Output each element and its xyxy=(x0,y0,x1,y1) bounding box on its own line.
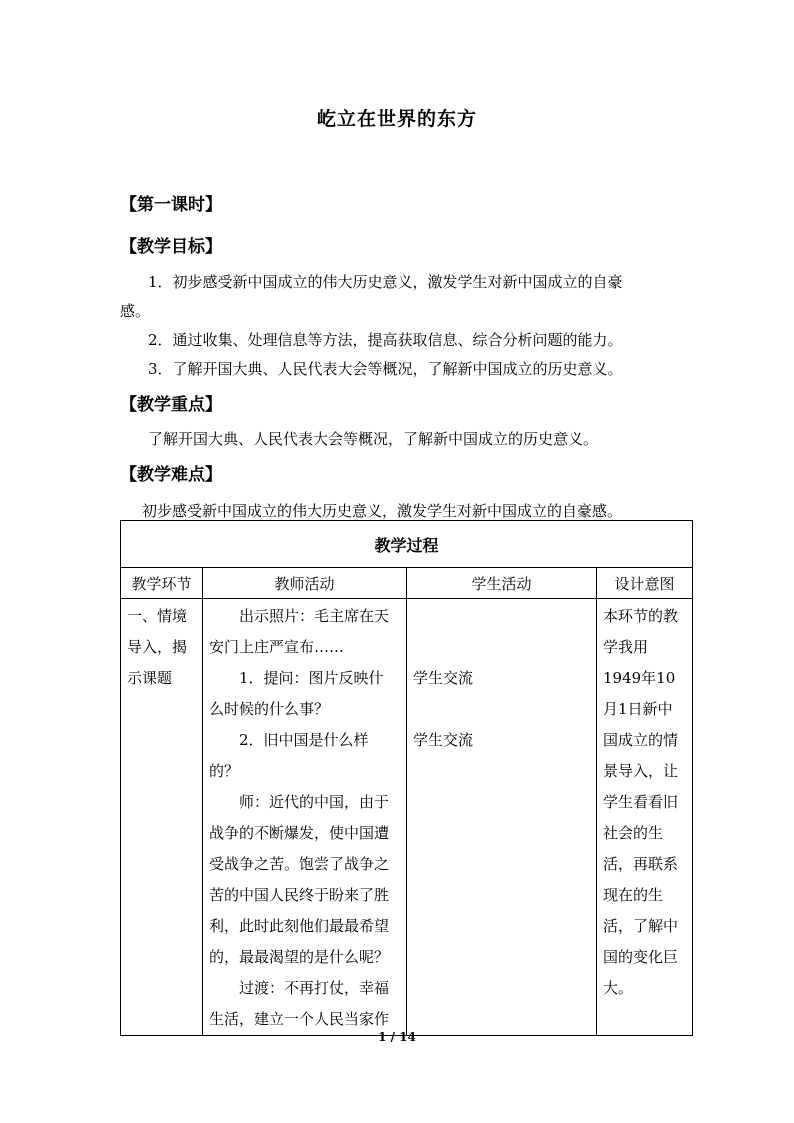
design-line: 活，了解中 xyxy=(603,917,679,935)
student-line xyxy=(413,632,590,663)
header-student: 学生活动 xyxy=(407,568,597,599)
teacher-line: 的，最最渴望的是什么呢？ xyxy=(209,948,390,966)
teacher-line: 师：近代的中国，由于 xyxy=(239,793,390,811)
teacher-line: 利，此时此刻他们最最希望 xyxy=(209,917,390,935)
lesson-heading: 【第一课时】 xyxy=(120,195,222,215)
student-line xyxy=(413,694,590,725)
table-row xyxy=(121,599,693,1036)
teacher-line: 出示照片：毛主席在天 xyxy=(239,607,390,625)
student-line: 学生交流 xyxy=(413,669,474,687)
design-cell xyxy=(597,599,693,1036)
design-line: 活，再联系 xyxy=(603,855,679,873)
difficulty-text: 初步感受新中国成立的伟大历史意义，激发学生对新中国成立的自豪感。 xyxy=(142,502,623,520)
design-line: 学生看看旧 xyxy=(603,793,679,811)
teacher-line: 的？ xyxy=(209,762,240,780)
process-table xyxy=(120,520,693,1036)
stage-line: 示课题 xyxy=(127,669,173,687)
design-line: 景导入，让 xyxy=(603,762,679,780)
design-line: 国成立的情 xyxy=(603,731,679,749)
header-design: 设计意图 xyxy=(597,568,693,599)
header-teacher: 教师活动 xyxy=(203,568,407,599)
goal-1: 1．初步感受新中国成立的伟大历史意义，激发学生对新中国成立的自豪 xyxy=(148,273,623,291)
teacher-line: 2．旧中国是什么样 xyxy=(239,731,369,749)
design-line: 1949年10 xyxy=(603,669,676,687)
stage-line: 导入，揭 xyxy=(127,638,188,656)
page-number: 1 / 14 xyxy=(378,1030,416,1044)
difficulty-heading: 【教学难点】 xyxy=(120,465,222,485)
teacher-line: 过渡：不再打仗，幸福 xyxy=(239,979,390,997)
teacher-line: 1．提问：图片反映什 xyxy=(239,669,384,687)
design-line: 本环节的教 xyxy=(603,607,679,625)
goals-heading: 【教学目标】 xyxy=(120,237,222,257)
design-line: 国的变化巨 xyxy=(603,948,679,966)
key-text: 了解开国大典、人民代表大会等概况，了解新中国成立的历史意义。 xyxy=(148,430,599,448)
goal-1-cont: 感。 xyxy=(120,302,151,320)
goal-3: 3．了解开国大典、人民代表大会等概况，了解新中国成立的历史意义。 xyxy=(148,360,623,378)
stage-cell xyxy=(121,599,203,1036)
key-heading: 【教学重点】 xyxy=(120,395,222,415)
design-line: 社会的生 xyxy=(603,824,664,842)
student-line: 学生交流 xyxy=(413,731,474,749)
teacher-cell xyxy=(203,599,407,1036)
table-caption: 教学过程 xyxy=(121,521,693,568)
document-title: 屹立在世界的东方 xyxy=(316,108,477,130)
stage-line: 一、情境 xyxy=(127,607,188,625)
teacher-line: 么时候的什么事？ xyxy=(209,700,330,718)
teacher-line: 受战争之苦。饱尝了战争之 xyxy=(209,855,390,873)
header-stage: 教学环节 xyxy=(121,568,203,599)
student-line xyxy=(413,601,590,632)
teacher-line: 安门上庄严宣布…… xyxy=(209,638,345,656)
student-cell xyxy=(407,599,597,1036)
goal-2: 2．通过收集、处理信息等方法，提高获取信息、综合分析问题的能力。 xyxy=(148,331,623,349)
teacher-line: 战争的不断爆发，使中国遭 xyxy=(209,824,390,842)
teacher-line: 苦的中国人民终于盼来了胜 xyxy=(209,886,390,904)
design-line: 现在的生 xyxy=(603,886,664,904)
teacher-line: 生活，建立一个人民当家作 xyxy=(209,1010,390,1028)
design-line: 月1日新中 xyxy=(603,700,673,718)
design-line: 学我用 xyxy=(603,638,649,656)
design-line: 大。 xyxy=(603,979,634,997)
